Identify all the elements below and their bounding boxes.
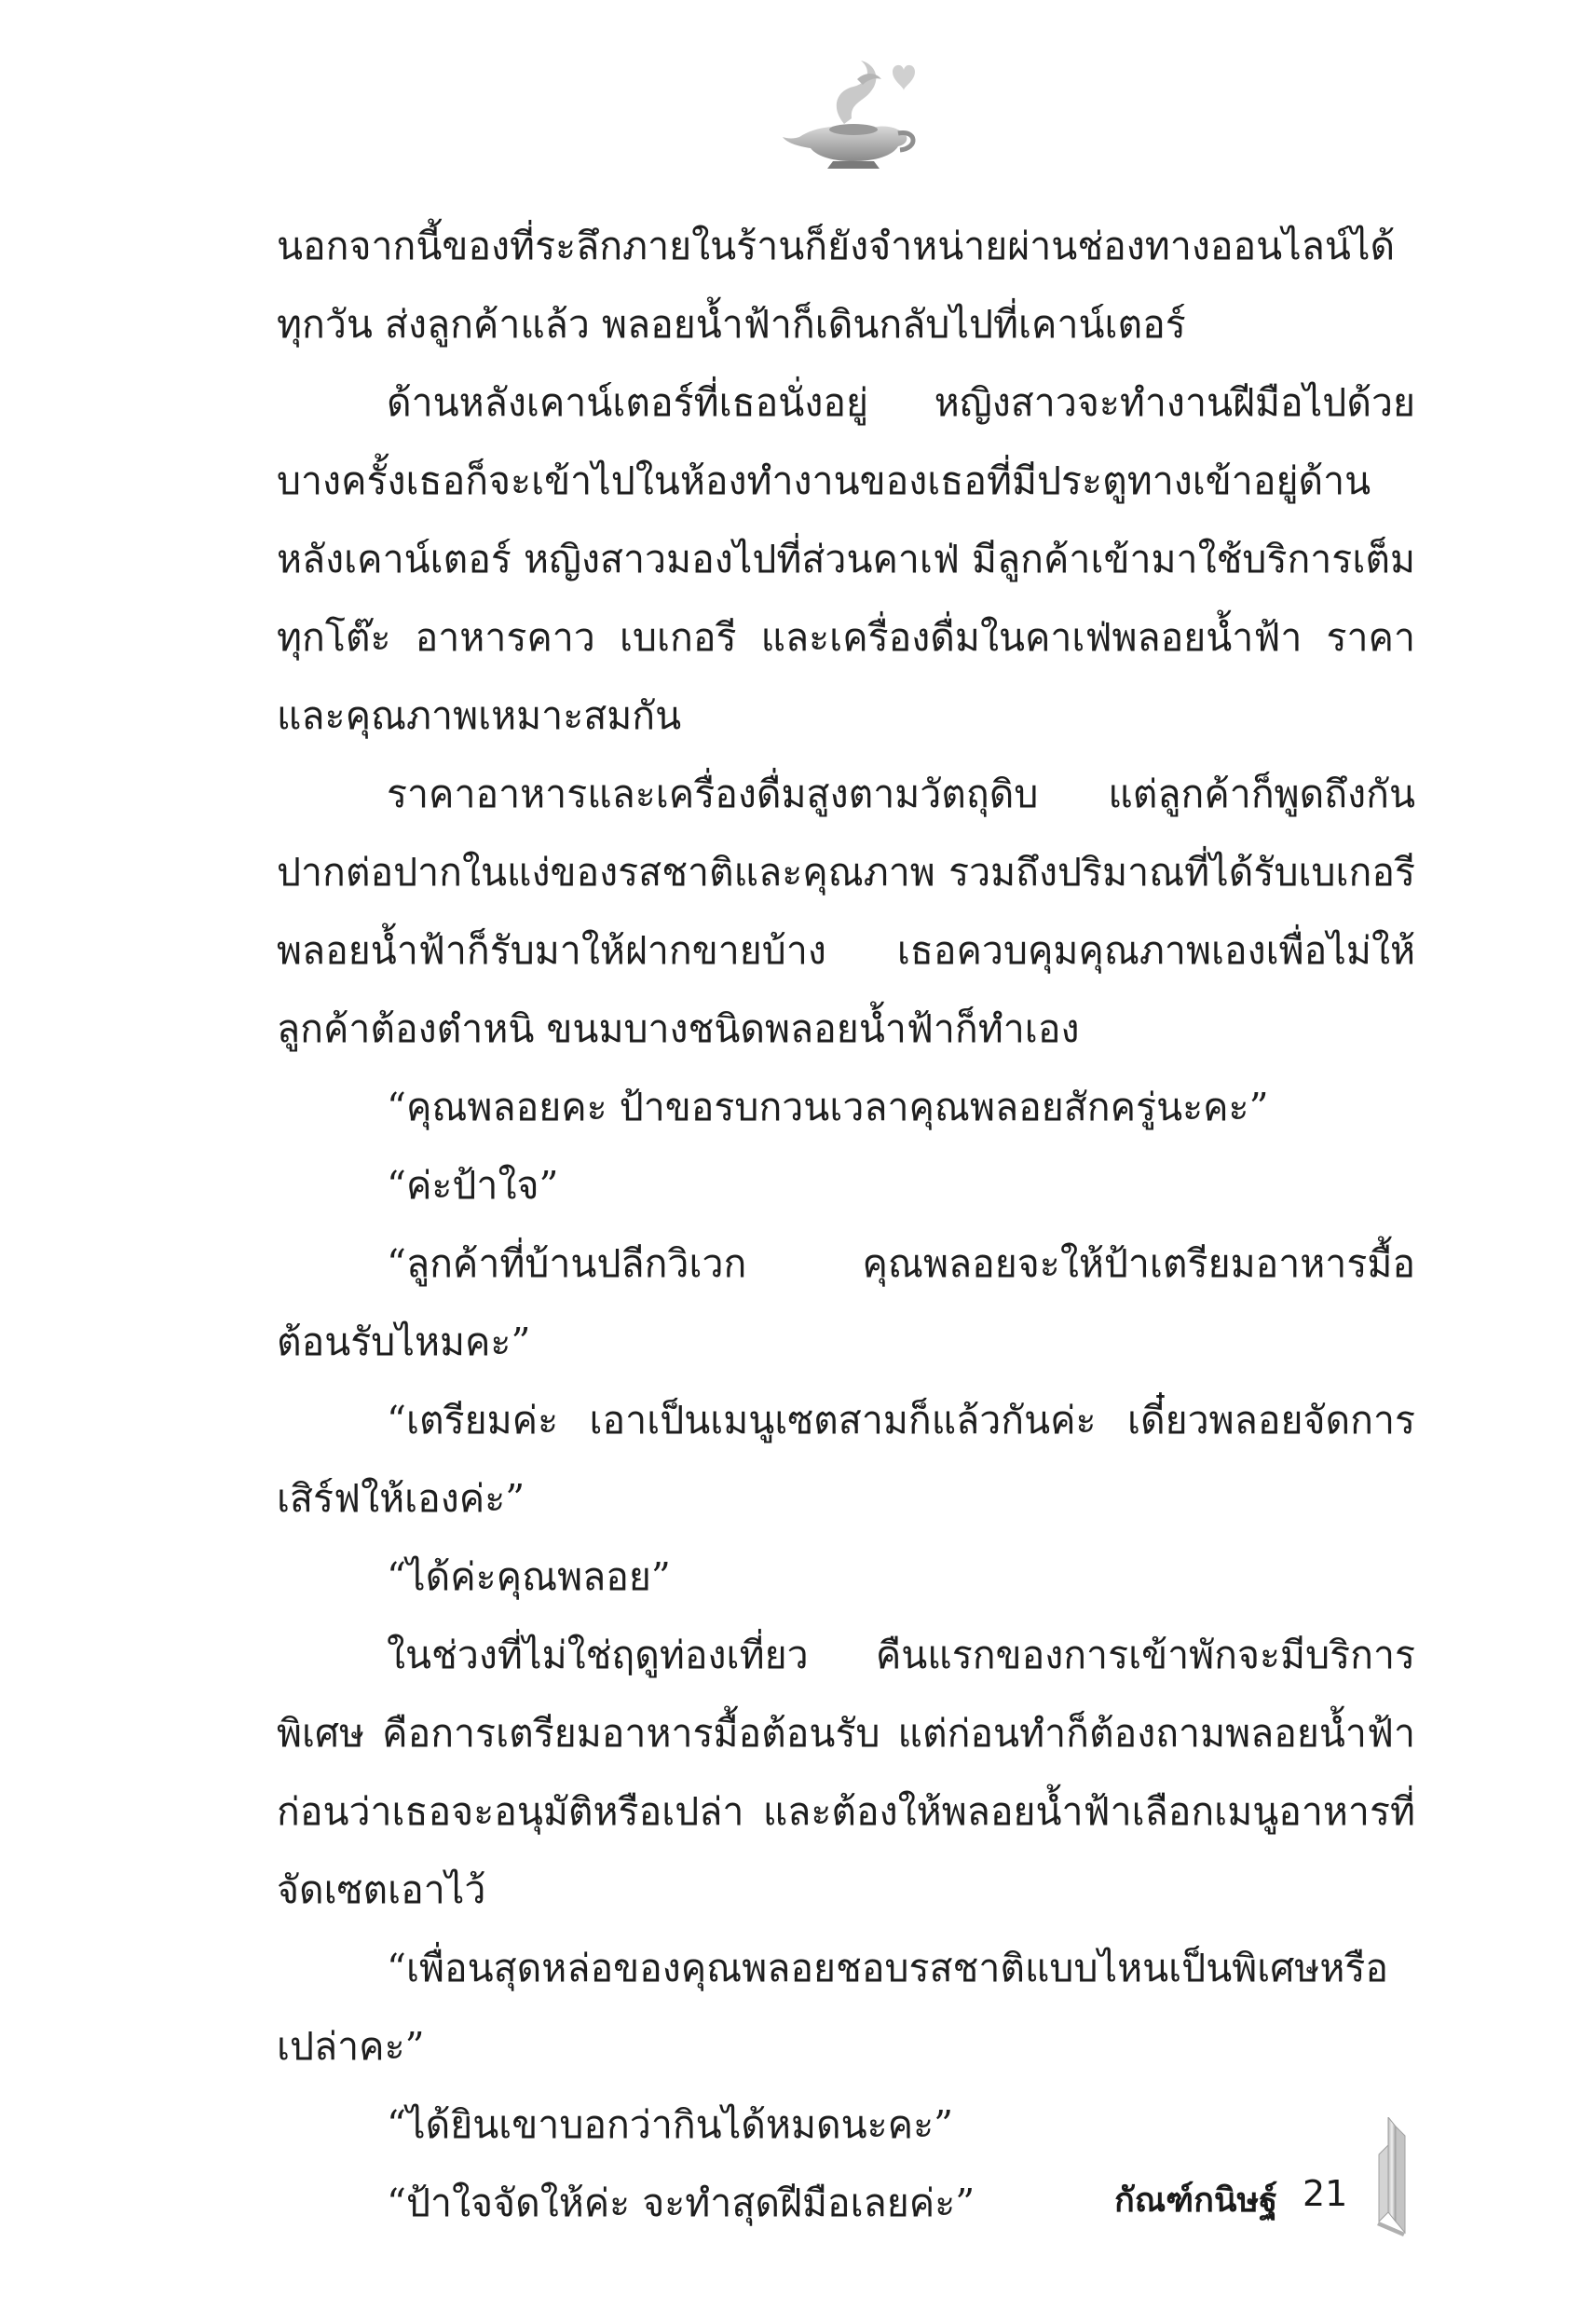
dialogue-line: “ได้ค่ะคุณพลอย” [387, 1554, 671, 1599]
dialogue-line: “ค่ะป้าใจ” [387, 1163, 559, 1208]
paragraph: นอกจากนี้ของที่ระลึกภายในร้านก็ยังจำหน่ายผ่านช่องทางออนไลน์ได้ทุกวัน ส่งลูกค้าแล้ว พลอยน้ำฟ้าก็เดินกลับไปที่เคาน์เตอร์ [277, 224, 1396, 347]
dialogue-line: “เตรียมค่ะ เอาเป็นเมนูเซตสามก็แล้วกันค่ะ เดี๋ยวพลอยจัดการเสิร์ฟให้เองค่ะ” [277, 1398, 1415, 1521]
dialogue-line: “เพื่อนสุดหล่อของคุณพลอยชอบรสชาติแบบไหนเป็นพิเศษหรือเปล่าคะ” [277, 1946, 1388, 2069]
story-text [277, 207, 1415, 2242]
dialogue-line: “ลูกค้าที่บ้านปลีกวิเวก คุณพลอยจะให้ป้าเตรียมอาหารมื้อต้อนรับไหมคะ” [277, 1241, 1415, 1364]
paragraph: ในช่วงที่ไม่ใช่ฤดูท่องเที่ยว คืนแรกของการเข้าพักจะมีบริการพิเศษ คือการเตรียมอาหารมื้อต้อนรับ แต่ก่อนทำก็ต้องถามพลอยน้ำฟ้าก่อนว่าเธอจะอนุมัติหรือเปล่า และต้องให้พลอยน้ำฟ้าเลือกเมนูอาหารที่จัดเซตเอาไว้ [277, 1633, 1415, 1912]
book-title: กัณฑ์กนิษฐ์ [1114, 2181, 1278, 2220]
book-edge-icon [1375, 2117, 1409, 2238]
genie-lamp-icon [779, 51, 921, 172]
dialogue-line: “ป้าใจจัดให้ค่ะ จะทำสุดฝีมือเลยค่ะ” [387, 2181, 975, 2225]
dialogue-line: “คุณพลอยคะ ป้าขอรบกวนเวลาคุณพลอยสักครู่นะคะ” [387, 1085, 1269, 1129]
paragraph: ราคาอาหารและเครื่องดื่มสูงตามวัตถุดิบ แต่ลูกค้าก็พูดถึงกันปากต่อปากในแง่ของรสชาติและคุณภาพ รวมถึงปริมาณที่ได้รับเบเกอรีพลอยน้ำฟ้าก็รับมาให้ฝากขายบ้าง เธอควบคุมคุณภาพเองเพื่อไม่ให้ลูกค้าต้องตำหนิ ขนมบางชนิดพลอยน้ำฟ้าก็ทำเอง [277, 772, 1415, 1051]
paragraph: ด้านหลังเคาน์เตอร์ที่เธอนั่งอยู่ หญิงสาวจะทำงานฝีมือไปด้วยบางครั้งเธอก็จะเข้าไปในห้องทำงานของเธอที่มีประตูทางเข้าอยู่ด้านหลังเคาน์เตอร์ หญิงสาวมองไปที่ส่วนคาเฟ่ มีลูกค้าเข้ามาใช้บริการเต็มทุกโต๊ะ อาหารคาว เบเกอรี และเครื่องดื่มในคาเฟ่พลอยน้ำฟ้า ราคาและคุณภาพเหมาะสมกัน [277, 380, 1415, 738]
page-number: 21 [1303, 2173, 1348, 2214]
dialogue-line: “ได้ยินเขาบอกว่ากินได้หมดนะคะ” [387, 2102, 954, 2147]
